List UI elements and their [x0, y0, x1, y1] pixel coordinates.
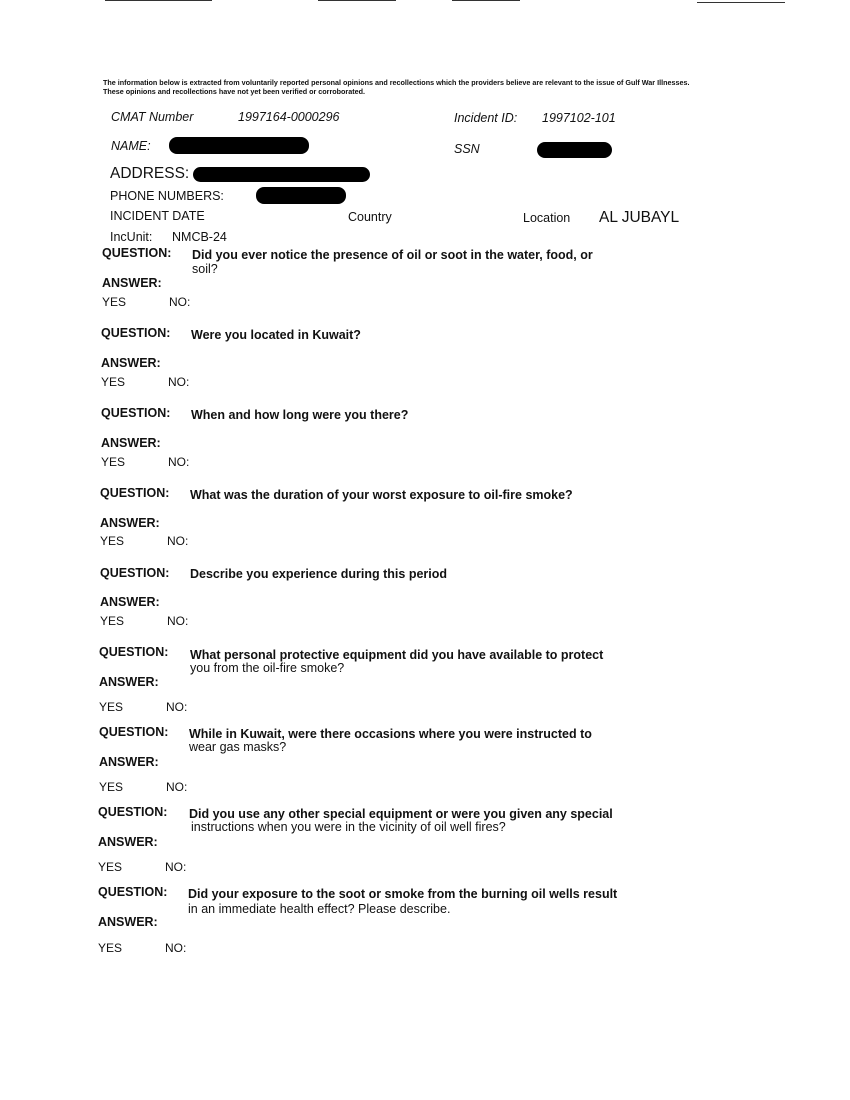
name-label: NAME:: [111, 139, 151, 153]
yes-option: YES: [99, 700, 124, 714]
answer-label: ANSWER:: [99, 755, 159, 769]
yes-option: YES: [99, 780, 124, 794]
ssn-label: SSN: [454, 142, 480, 156]
address-redaction: [193, 167, 370, 182]
answer-label: ANSWER:: [99, 675, 159, 689]
question-text-continued: in an immediate health effect? Please describe.: [188, 902, 451, 916]
question-text-continued: instructions when you were in the vicinity of oil well fires?: [191, 820, 506, 834]
question-text: While in Kuwait, were there occasions where you were instructed to: [189, 727, 592, 741]
name-redaction: [169, 137, 309, 154]
scan-artifact-line: [318, 0, 396, 1]
question-label: QUESTION:: [101, 326, 171, 340]
incident-date-label: INCIDENT DATE: [110, 209, 205, 223]
yes-option: YES: [100, 614, 125, 628]
incident-id-label: Incident ID:: [454, 111, 518, 125]
ssn-redaction: [537, 142, 612, 158]
question-label: QUESTION:: [100, 566, 170, 580]
incunit-label: IncUnit:: [110, 230, 153, 244]
question-label: QUESTION:: [99, 645, 169, 659]
question-label: QUESTION:: [99, 725, 169, 739]
phone-redaction: [256, 187, 346, 204]
answer-label: ANSWER:: [101, 356, 161, 370]
scan-artifact-line: [697, 2, 785, 3]
cmat-number-label: CMAT Number: [111, 110, 194, 124]
yes-option: YES: [98, 941, 123, 955]
question-text: Did you use any other special equipment or were you given any special: [189, 807, 613, 821]
incident-id-value: 1997102-101: [542, 111, 616, 125]
location-value: AL JUBAYL: [599, 209, 680, 226]
no-option: NO:: [166, 700, 188, 714]
question-text-continued: wear gas masks?: [189, 740, 287, 754]
no-option: NO:: [166, 780, 188, 794]
question-text-continued: you from the oil-fire smoke?: [190, 661, 345, 675]
disclaimer-text: The information below is extracted from voluntarily reported personal opinions and recollections which the providers believe are relevant to the issue of Gulf War Illnesses. These opinions and recollections have not yet been verified or corroborated.: [103, 78, 690, 96]
question-label: QUESTION:: [100, 486, 170, 500]
answer-label: ANSWER:: [101, 436, 161, 450]
question-text: Were you located in Kuwait?: [191, 328, 361, 342]
incunit-value: NMCB-24: [172, 230, 227, 244]
question-label: QUESTION:: [98, 885, 168, 899]
address-label: ADDRESS:: [110, 165, 190, 182]
scan-artifact-line: [105, 0, 212, 1]
answer-label: ANSWER:: [102, 276, 162, 290]
yes-option: YES: [102, 295, 127, 309]
answer-label: ANSWER:: [100, 516, 160, 530]
question-label: QUESTION:: [102, 246, 172, 260]
yes-option: YES: [101, 375, 126, 389]
no-option: NO:: [169, 295, 191, 309]
question-label: QUESTION:: [101, 406, 171, 420]
location-label: Location: [523, 211, 571, 225]
cmat-number-value: 1997164-0000296: [238, 110, 340, 124]
question-text: When and how long were you there?: [191, 408, 409, 422]
question-text: Describe you experience during this period: [190, 567, 448, 581]
no-option: NO:: [165, 941, 187, 955]
answer-label: ANSWER:: [100, 595, 160, 609]
yes-option: YES: [98, 860, 123, 874]
question-text: What personal protective equipment did you have available to protect: [190, 648, 604, 662]
yes-option: YES: [101, 455, 126, 469]
yes-option: YES: [100, 534, 125, 548]
answer-label: ANSWER:: [98, 915, 158, 929]
no-option: NO:: [168, 455, 190, 469]
question-text: What was the duration of your worst exposure to oil-fire smoke?: [190, 488, 573, 502]
question-text: Did your exposure to the soot or smoke from the burning oil wells result: [188, 887, 618, 901]
no-option: NO:: [167, 534, 189, 548]
no-option: NO:: [167, 614, 189, 628]
no-option: NO:: [168, 375, 190, 389]
question-text-continued: soil?: [192, 262, 218, 276]
phone-numbers-label: PHONE NUMBERS:: [110, 189, 224, 203]
scan-artifact-line: [452, 0, 520, 1]
country-label: Country: [348, 210, 392, 224]
no-option: NO:: [165, 860, 187, 874]
question-label: QUESTION:: [98, 805, 168, 819]
answer-label: ANSWER:: [98, 835, 158, 849]
question-text: Did you ever notice the presence of oil or soot in the water, food, or: [192, 248, 593, 262]
